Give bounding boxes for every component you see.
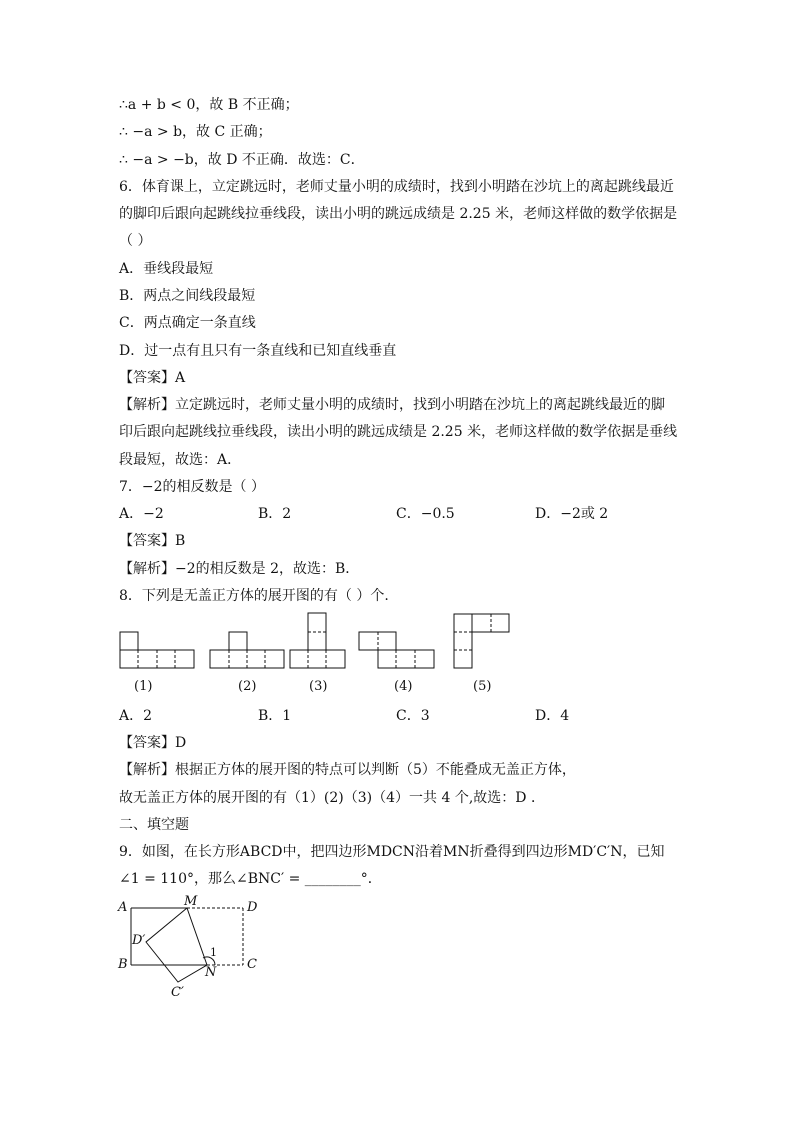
q6-stem-2: 的脚印后跟向起跳线拉垂线段，读出小明的跳远成绩是 2.25 米，老师这样做的数学依据是 (119, 206, 678, 222)
q7-option-c: C．−0.5 (396, 506, 455, 522)
q8-option-c: C．3 (396, 708, 430, 724)
q8-explanation-2: 故无盖正方体的展开图的有（1）(2)（3)（4）一共 4 个,故选：D ． (119, 790, 545, 806)
q9-label-angle-1: 1 (210, 946, 217, 959)
q8-figure-label-5: (5) (473, 679, 492, 694)
q6-explanation-2: 印后跟向起跳线拉垂线段，读出小明的跳远成绩是 2.25 米，老师这样做的数学依据是垂线 (119, 424, 678, 440)
q8-figure-label-1: (1) (134, 679, 153, 694)
q6-explanation-3: 段最短，故选：A． (119, 452, 242, 468)
q8-figure-label-4: (4) (394, 679, 413, 694)
q8-option-a: A．2 (119, 708, 153, 724)
q9-label-m: M (184, 894, 198, 909)
q9-label-a: A (118, 900, 128, 915)
q9-label-b: B (118, 957, 128, 972)
q9-stem-2: ∠1 = 110°，那么∠BNC′ = ________°． (119, 871, 382, 887)
q9-label-c-prime: C′ (171, 985, 184, 1000)
q7-option-b: B．2 (258, 506, 292, 522)
q6-option-d: D．过一点有且只有一条直线和已知直线垂直 (119, 343, 397, 359)
q9-label-c: C (247, 957, 257, 972)
q6-option-b: B．两点之间线段最短 (119, 288, 256, 304)
q6-option-a: A．垂线段最短 (119, 261, 214, 277)
q7-option-d: D．−2或 2 (535, 506, 609, 522)
q6-answer: 【答案】A (119, 370, 186, 386)
q7-answer: 【答案】B (119, 533, 186, 549)
q7-stem: 7．−2的相反数是（ ） (119, 479, 265, 495)
line-l1: ∴a + b < 0，故 B 不正确； (119, 97, 299, 113)
q8-explanation-1: 【解析】根据正方体的展开图的特点可以判断（5）不能叠成无盖正方体， (119, 762, 576, 778)
section-heading: 二、填空题 (119, 817, 189, 833)
q8-option-d: D．4 (535, 708, 570, 724)
q7-explanation: 【解析】−2的相反数是 2，故选：B． (119, 561, 360, 577)
q6-stem-1: 6．体育课上，立定跳远时，老师丈量小明的成绩时，找到小明踏在沙坑上的离起跳线最近 (119, 179, 674, 195)
q9-label-n: N (205, 965, 217, 980)
q8-answer: 【答案】D (119, 735, 187, 751)
q8-figure-label-2: (2) (238, 679, 257, 694)
q9-stem-1: 9．如图，在长方形ABCD中，把四边形MDCN沿着MN折叠得到四边形MD′C′N，已知 (119, 844, 665, 860)
q6-option-c: C．两点确定一条直线 (119, 315, 256, 331)
q6-explanation-1: 【解析】立定跳远时，老师丈量小明的成绩时，找到小明踏在沙坑上的离起跳线最近的脚 (119, 397, 665, 413)
q8-option-b: B．1 (258, 708, 292, 724)
q6-stem-3: （ ） (119, 233, 152, 249)
q9-label-d: D (247, 900, 258, 915)
q9-label-d-prime: D′ (132, 933, 146, 948)
line-l2: ∴ −a > b，故 C 正确； (119, 124, 272, 140)
q8-stem: 8．下列是无盖正方体的展开图的有（ ）个. (119, 588, 389, 604)
q8-figure-label-3: (3) (309, 679, 328, 694)
q7-option-a: A．−2 (119, 506, 164, 522)
line-l3: ∴ −a > −b，故 D 不正确．故选：C． (119, 152, 365, 168)
